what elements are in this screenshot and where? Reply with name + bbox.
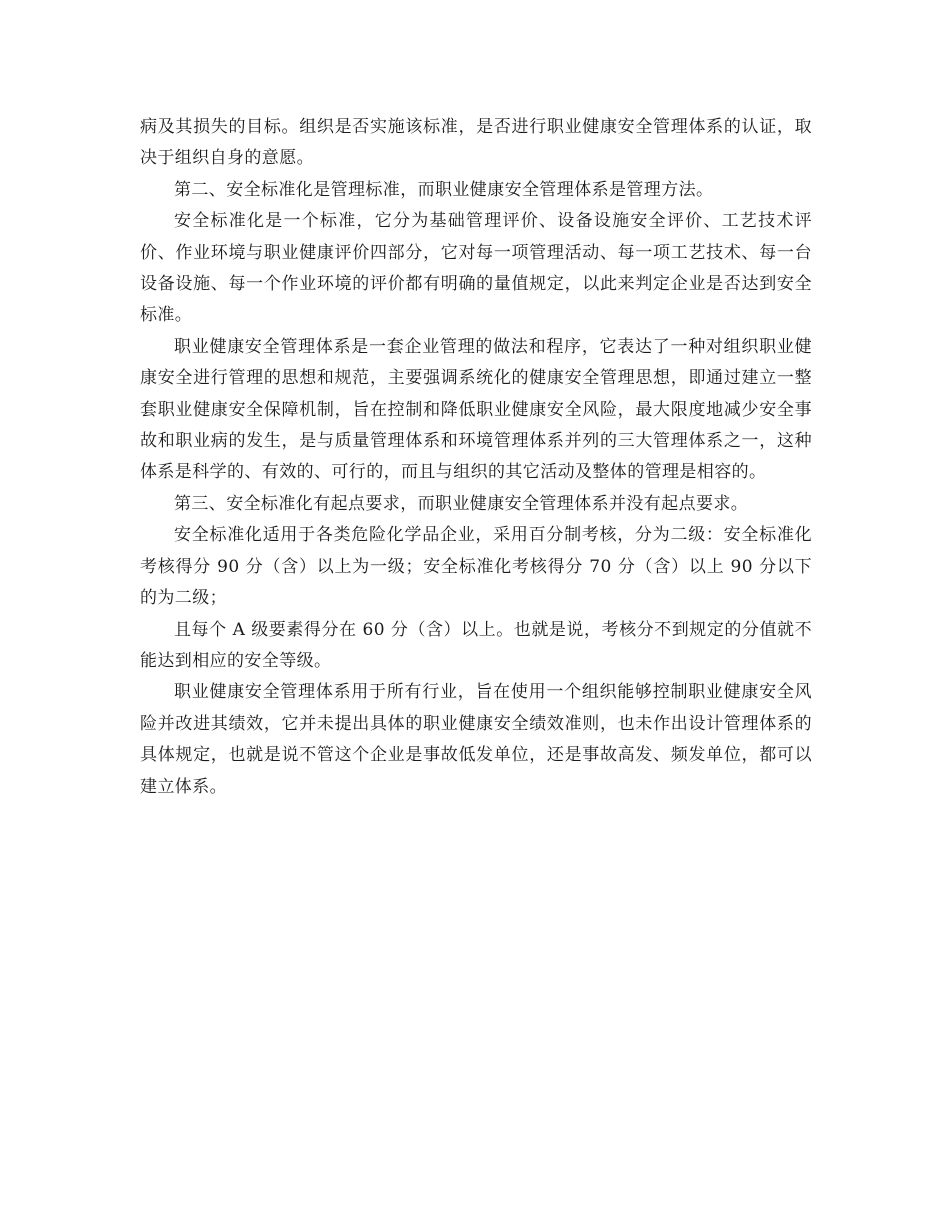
paragraph-continuation: 病及其损失的目标。组织是否实施该标准，是否进行职业健康安全管理体系的认证，取决于组织自身的意愿。 [140,117,812,169]
paragraph-standardization-definition: 安全标准化是一个标准，它分为基础管理评价、设备设施安全评价、工艺技术评价、作业环境与职业健康评价四部分，它对每一项管理活动、每一项工艺技术、每一台设备设施、每一个作业环境的评价都有明确的量值规定，以此来判定企业是否达到安全标准。 [140,211,812,326]
paragraph-heading-third: 第三、安全标准化有起点要求，而职业健康安全管理体系并没有起点要求。 [174,493,749,514]
paragraph-ohsms-applicability: 职业健康安全管理体系用于所有行业，旨在使用一个组织能够控制职业健康安全风险并改进其绩效，它并未提出具体的职业健康安全绩效准则，也未作出设计管理体系的具体规定，也就是说不管这个企业是事故低发单位，还是事故高发、频发单位，都可以建立体系。 [140,682,812,797]
paragraph-a-level-elements: 且每个 A 级要素得分在 60 分（含）以上。也就是说，考核分不到规定的分值就不能达到相应的安全等级。 [140,619,812,671]
document-body [140,112,812,803]
paragraph-heading-second: 第二、安全标准化是管理标准，而职业健康安全管理体系是管理方法。 [174,179,714,200]
paragraph-ohsms-definition: 职业健康安全管理体系是一套企业管理的做法和程序，它表达了一种对组织职业健康安全进行管理的思想和规范，主要强调系统化的健康安全管理思想，即通过建立一整套职业健康安全保障机制，旨在控制和降低职业健康安全风险，最大限度地减少安全事故和职业病的发生，是与质量管理体系和环境管理体系并列的三大管理体系之一，这种体系是科学的、有效的、可行的，而且与组织的其它活动及整体的管理是相容的。 [140,336,812,483]
paragraph-scoring-levels: 安全标准化适用于各类危险化学品企业，采用百分制考核，分为二级：安全标准化考核得分 90 分（含）以上为一级；安全标准化考核得分 70 分（含）以上 90 分以下的为二级； [140,525,812,609]
